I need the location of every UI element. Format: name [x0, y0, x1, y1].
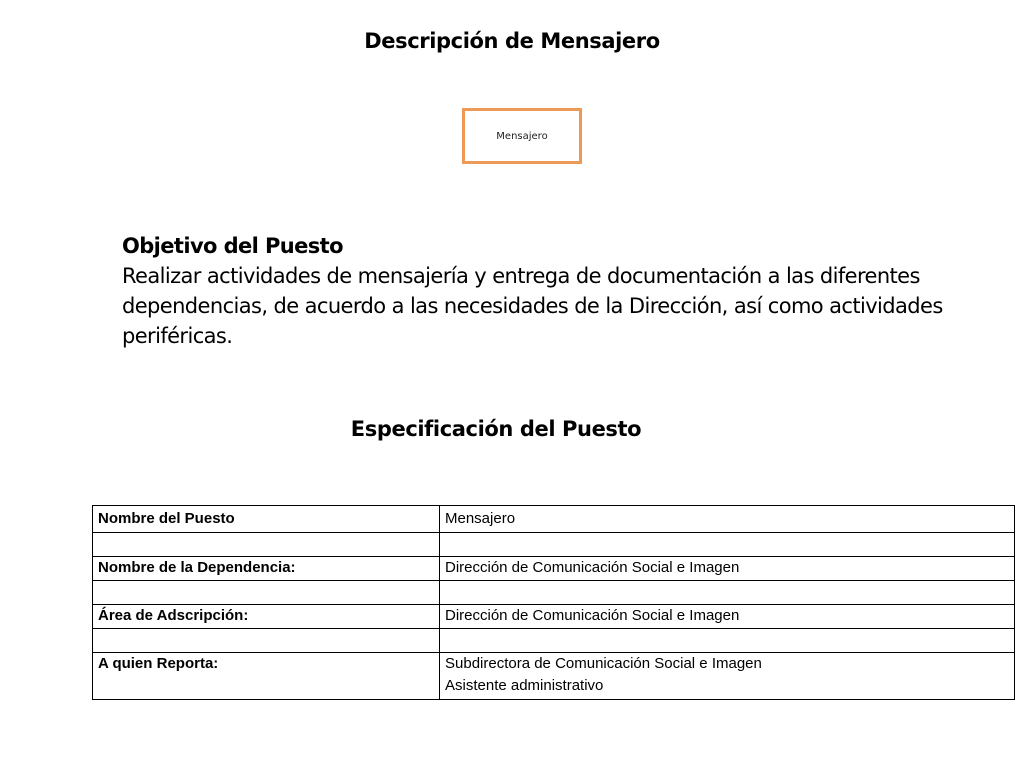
table-value-cell	[440, 653, 1015, 700]
table-value-cell	[440, 533, 1015, 557]
table-label-cell: A quien Reporta:	[93, 653, 440, 700]
table-row	[93, 605, 1015, 629]
table-value-cell: Dirección de Comunicación Social e Imagen	[440, 605, 1015, 629]
spec-heading: Especificación del Puesto	[350, 417, 642, 441]
table-label-cell: Nombre del Puesto	[93, 506, 440, 533]
table-value-line: Subdirectora de Comunicación Social e Imagen	[445, 655, 762, 672]
org-chart-box-label: Mensajero	[496, 130, 548, 142]
table-value-cell: Dirección de Comunicación Social e Imagen	[440, 557, 1015, 581]
table-row	[93, 533, 1015, 557]
table-value-cell	[440, 581, 1015, 605]
table-value-cell: Mensajero	[440, 506, 1015, 533]
table-row	[93, 506, 1015, 533]
table-label-cell	[93, 533, 440, 557]
objective-heading: Objetivo del Puesto	[122, 234, 343, 258]
table-row	[93, 653, 1015, 700]
org-chart-box	[462, 108, 582, 164]
page-title: Descripción de Mensajero	[364, 29, 660, 53]
table-row	[93, 581, 1015, 605]
job-spec-table	[92, 505, 1015, 700]
table-label-cell	[93, 581, 440, 605]
table-value-cell	[440, 629, 1015, 653]
objective-text: Realizar actividades de mensajería y entrega de documentación a las diferentes dependencias, de acuerdo a las necesidades de la Dirección, así como actividades periféricas.	[122, 264, 943, 348]
table-row	[93, 629, 1015, 653]
table-label-cell: Área de Adscripción:	[93, 605, 440, 629]
objective-section	[122, 231, 982, 351]
table-label-cell: Nombre de la Dependencia:	[93, 557, 440, 581]
table-label-cell	[93, 629, 440, 653]
table-row	[93, 557, 1015, 581]
table-value-line: Asistente administrativo	[445, 677, 604, 694]
